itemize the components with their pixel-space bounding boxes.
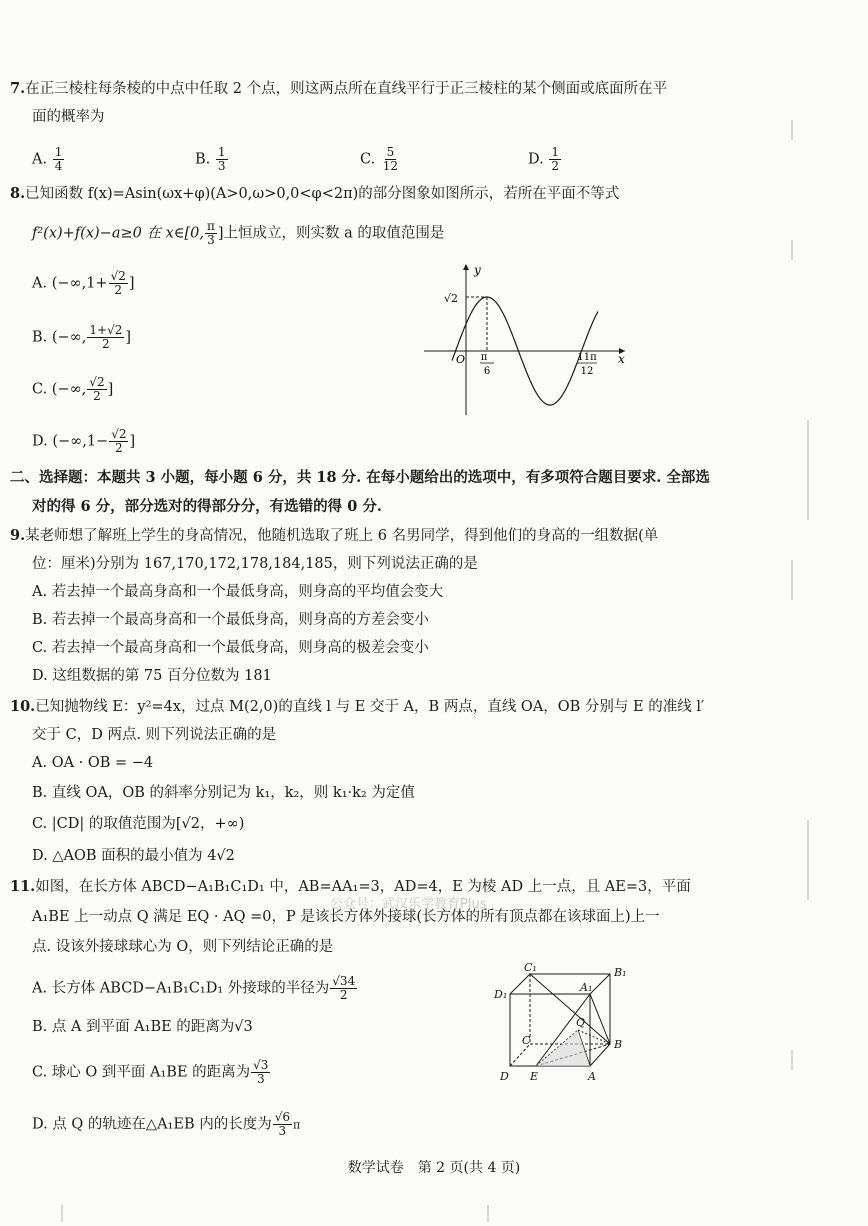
q10-option-d: D. △AOB 面积的最小值为 4√2 — [32, 848, 235, 864]
question-11: 11.如图，在长方体 ABCD−A₁B₁C₁D₁ 中，AB=AA₁=3，AD=4，E 为棱 AD 上一点，且 AE=3，平面 — [10, 878, 691, 895]
q10-option-b: B. 直线 OA，OB 的斜率分别记为 k₁，k₂，则 k₁·k₂ 为定值 — [32, 785, 415, 801]
q11-option-c: C. 球心 O 到平面 A₁BE 的距离为 $\frac{√3}{3}$ — [32, 1058, 269, 1086]
question-11-text-cont-2: 点. 设该外接球球心为 O，则下列结论正确的是 — [32, 939, 334, 955]
question-9-text-cont: 位：厘米)分别为 167,170,172,178,184,185，则下列说法正确的是 — [32, 556, 478, 572]
pi6-numerator: π — [480, 352, 488, 363]
q9-option-b: B. 若去掉一个最高身高和一个最低身高，则身高的方差会变小 — [32, 612, 429, 628]
q9-option-d: D. 这组数据的第 75 百分位数为 181 — [32, 668, 272, 684]
section-2-header-cont: 对的得 6 分，部分选对的得部分分，有选错的得 0 分. — [32, 498, 382, 515]
question-8-text-cont: f²(x)+f(x)−a≥0 在 x∈[0, $\frac{\pi}{3}$ ]上恒成立，则实数 a 的取值范围是 — [32, 219, 445, 247]
label-d1: D₁ — [494, 988, 508, 1001]
question-text: 在正三棱柱每条棱的中点中任取 2 个点，则这两点所在直线平行于正三棱柱的某个侧面或底面所在平 — [25, 81, 668, 97]
label-b: B — [614, 1038, 623, 1051]
label-c1: C₁ — [524, 962, 537, 974]
question-number: 8. — [10, 185, 26, 202]
q8-option-a: A. (−∞,1+ $\frac{√2}{2}$ ] — [32, 269, 135, 297]
x-axis-label: x — [618, 352, 625, 366]
question-11-text-cont: A₁BE 上一动点 Q 满足 EQ · AQ =0，P 是该长方体外接球(长方体的所有顶点都在该球面上)上一 — [32, 909, 660, 925]
q10-option-a: A. OA · OB = −4 — [32, 755, 154, 771]
label-c: C — [522, 1034, 531, 1047]
watermark: 公众号：武汉乐学教育Plus — [330, 897, 487, 912]
q9-option-c: C. 若去掉一个最高身高和一个最低身高，则身高的极差会变小 — [32, 640, 429, 656]
fraction: $\frac{5}{12}$ — [382, 145, 399, 173]
q9-option-a: A. 若去掉一个最高身高和一个最低身高，则身高的平均值会变大 — [32, 584, 444, 600]
q10-option-c: C. |CD| 的取值范围为[√2，+∞) — [32, 816, 245, 832]
question-text: 已知函数 f(x)=Asin(ωx+φ)(A>0,ω>0,0<φ<2π)的部分图象如图所示，若所在平面不等式 — [25, 186, 620, 202]
label-a: A — [588, 1070, 596, 1083]
pi11-numerator: 11π — [577, 352, 597, 363]
origin-label: O — [456, 353, 466, 366]
q11-option-b: B. 点 A 到平面 A₁BE 的距离为√3 — [32, 1019, 253, 1035]
q8-option-c: C. (−∞, $\frac{√2}{2}$ ] — [32, 375, 114, 403]
q11-option-a: A. 长方体 ABCD−A₁B₁C₁D₁ 外接球的半径为 $\frac{√34}{2}$ — [32, 974, 356, 1002]
label-d: D — [500, 1070, 509, 1083]
question-10: 10.已知抛物线 E：y²=4x，过点 M(2,0)的直线 l 与 E 交于 A，B 两点，直线 OA，OB 分别与 E 的准线 l′ — [10, 698, 705, 715]
pi11-denominator: 12 — [580, 366, 594, 377]
pi6-denominator: 6 — [483, 366, 491, 377]
question-number: 7. — [10, 80, 26, 97]
q11-option-d: D. 点 Q 的轨迹在△A₁EB 内的长度为 $\frac{√6}{3}$ π — [32, 1110, 301, 1138]
q7-option-b: B. $\frac{1}{3}$ — [195, 145, 226, 173]
q8-option-b: B. (−∞, $\frac{1+√2}{2}$ ] — [32, 323, 132, 351]
q7-option-a: A. $\frac{1}{4}$ — [32, 145, 63, 173]
question-9: 9.某老师想了解班上学生的身高情况，他随机选取了班上 6 名男同学，得到他们的身高的一组数据(单 — [10, 527, 659, 544]
q7-option-c: C. $\frac{5}{12}$ — [360, 145, 399, 173]
fraction: $\frac{1}{3}$ — [217, 145, 226, 173]
label-q: Q — [576, 1016, 586, 1029]
question-10-text-cont: 交于 C，D 两点. 则下列说法正确的是 — [32, 727, 277, 743]
fraction: $\frac{1}{2}$ — [551, 145, 559, 173]
q8-option-d: D. (−∞,1− $\frac{√2}{2}$ ] — [32, 427, 136, 455]
y-axis-label: y — [474, 263, 481, 277]
label-e: E — [530, 1070, 539, 1083]
label-b1: B₁ — [614, 966, 627, 979]
section-2-header: 二、选择题：本题共 3 小题，每小题 6 分，共 18 分. 在每小题给出的选项中，有多项符合题目要求. 全部选 — [10, 469, 710, 486]
amplitude-label: √2 — [444, 292, 459, 305]
q7-option-d: D. $\frac{1}{2}$ — [528, 145, 559, 173]
label-a1: A₁ — [580, 981, 593, 994]
question-7-text-cont: 面的概率为 — [32, 109, 105, 125]
fraction: $\frac{1}{4}$ — [54, 145, 63, 173]
page-footer: 数学试卷 第 2 页(共 4 页) — [347, 1160, 521, 1176]
